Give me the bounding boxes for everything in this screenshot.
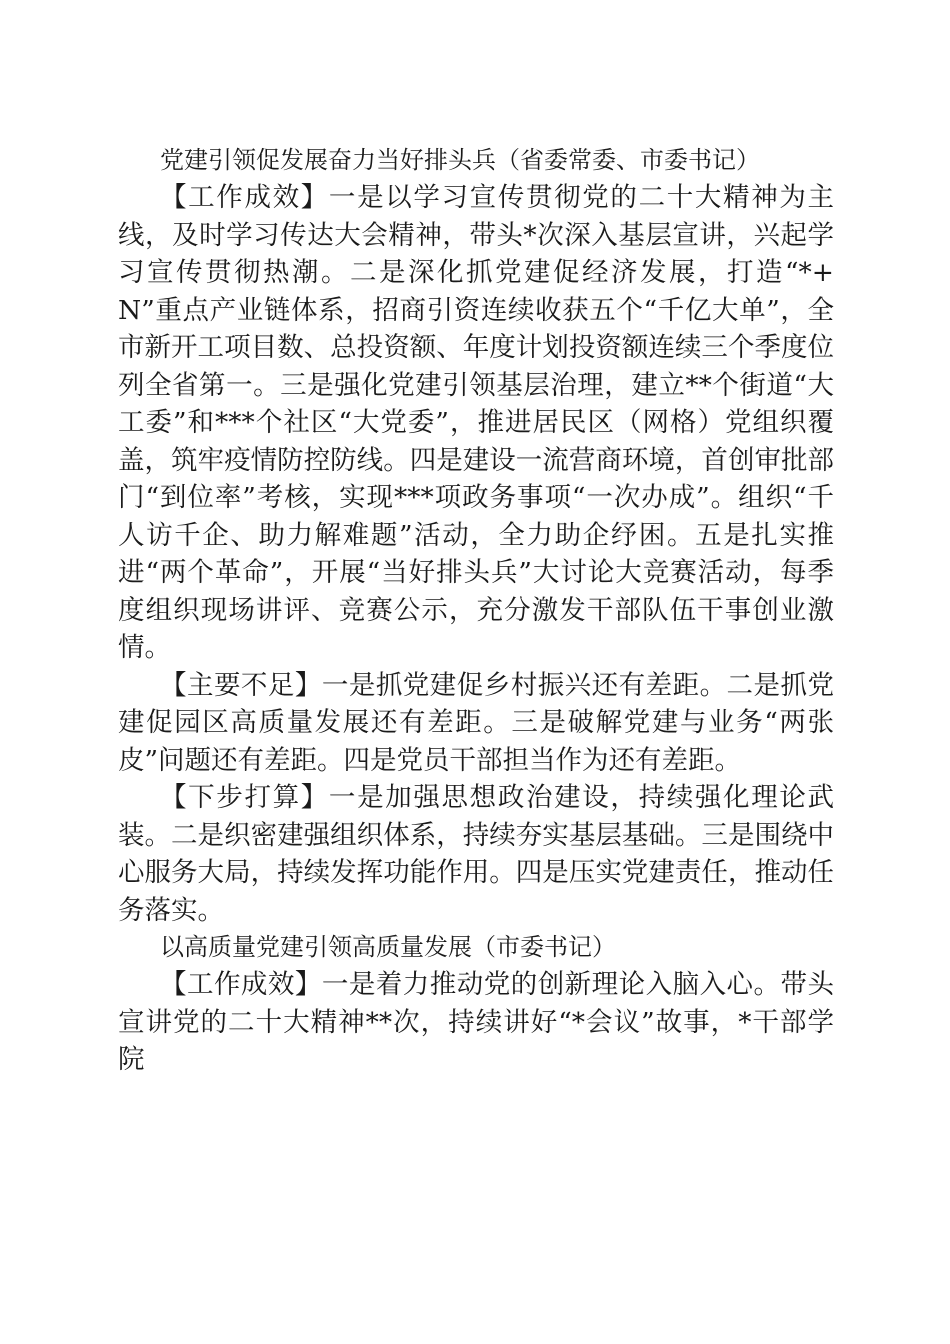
- section-2-achievements-paragraph: 【工作成效】一是着力推动党的创新理论入脑入心。带头宣讲党的二十大精神**次，持续讲好“*会议”故事，*干部学院: [118, 969, 834, 1075]
- section-1-next-steps-paragraph: 【下步打算】一是加强思想政治建设，持续强化理论武装。二是织密建强组织体系，持续夯实基层基础。三是围绕中心服务大局，持续发挥功能作用。四是压实党建责任，推动任务落实。: [118, 782, 834, 926]
- document-page: [118, 142, 834, 1079]
- section-1-shortcomings-paragraph: 【主要不足】一是抓党建促乡村振兴还有差距。二是抓党建促园区高质量发展还有差距。三是破解党建与业务“两张皮”问题还有差距。四是党员干部担当作为还有差距。: [118, 669, 834, 776]
- section-1-title: 党建引领促发展奋力当好排头兵（省委常委、市委书记）: [160, 146, 760, 174]
- section-1-achievements-paragraph: 【工作成效】一是以学习宣传贯彻党的二十大精神为主线，及时学习传达大会精神，带头*次深入基层宣讲，兴起学习宣传贯彻热潮。二是深化抓党建促经济发展，打造“*+N”重点产业链体系，招商引资连续收获五个“千亿大单”，全市新开工项目数、总投资额、年度计划投资额连续三个季度位列全省第一。三是强化党建引领基层治理，建立**个街道“大工委”和***个社区“大党委”，推进居民区（网格）党组织覆盖，筑牢疫情防控防线。四是建设一流营商环境，首创审批部门“到位率”考核，实现***项政务事项“一次办成”。组织“千人访千企、助力解难题”活动，全力助企纾困。五是扎实推进“两个革命”，开展“当好排头兵”大讨论大竞赛活动，每季度组织现场讲评、竞赛公示，充分激发干部队伍干事创业激情。: [118, 182, 834, 663]
- section-2-title: 以高质量党建引领高质量发展（市委书记）: [160, 933, 616, 961]
